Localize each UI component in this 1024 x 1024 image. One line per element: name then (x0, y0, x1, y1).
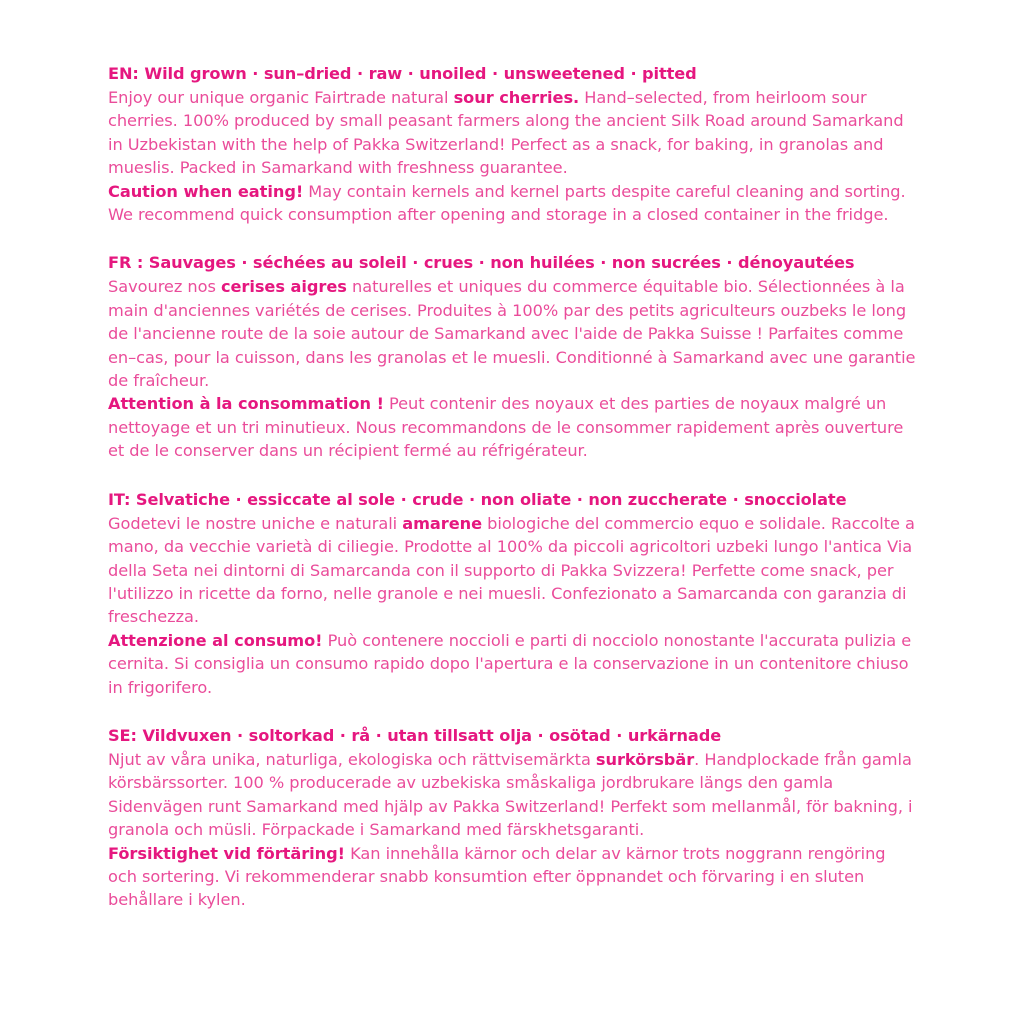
text-lead: Savourez nos (108, 277, 221, 297)
text-lead: Njut av våra unika, naturliga, ekologiska och rättvisemärkta (108, 749, 596, 769)
caution-text: Può contenere noccioli e parti di nocciolo nonostante l'accurata pulizia e cernita. Si consiglia un consumo rapido dopo l'apertura e la conservazione in un contenitore chiuso in frigorifero. (108, 630, 912, 697)
description-paragraph-it (108, 512, 916, 629)
keyword: non zuccherate (588, 489, 728, 509)
bullet-separator-icon: · (237, 725, 244, 745)
caution-label: Caution when eating! (108, 181, 304, 201)
keyword: crues (423, 253, 474, 273)
bullet-separator-icon: · (339, 725, 346, 745)
bullet-separator-icon: · (726, 253, 733, 273)
language-block-se (108, 724, 916, 912)
keyword: non sucrées (611, 253, 721, 273)
bullet-separator-icon: · (356, 64, 364, 83)
caution-paragraph-fr (108, 392, 916, 462)
language-block-en (108, 62, 916, 226)
keyword-list-fr (149, 253, 855, 272)
keyword: non huilées (490, 253, 595, 273)
keyword: snocciolate (744, 489, 847, 509)
text-lead: Enjoy our unique organic Fairtrade natural (108, 88, 454, 107)
keyword: Vildvuxen (142, 725, 232, 745)
bullet-separator-icon: · (616, 725, 623, 745)
keyword: essiccate al sole (247, 489, 396, 509)
product-name-highlight: cerises aigres (220, 277, 347, 297)
headline-fr (108, 251, 916, 274)
language-block-fr (108, 251, 916, 462)
keyword: unoiled (419, 64, 487, 83)
product-name-highlight: surkörsbär (595, 749, 695, 769)
headline-se (108, 724, 916, 747)
bullet-separator-icon: · (600, 253, 607, 273)
keyword: utan tillsatt olja (387, 725, 532, 745)
keyword: osötad (549, 725, 611, 745)
bullet-separator-icon: · (468, 489, 476, 509)
keyword-list-se (142, 726, 721, 745)
keyword: séchées au soleil (252, 253, 407, 273)
caution-text: Kan innehålla kärnor och delar av kärnor trots noggrann rengöring och sortering. Vi rekommenderar snabb konsumtion efter öppnandet och förvaring i en sluten behållare i kylen. (108, 843, 886, 910)
keyword: raw (368, 64, 403, 83)
caution-paragraph-en (108, 180, 916, 227)
description-paragraph-fr (108, 275, 916, 392)
product-name-highlight: sour cherries. (453, 88, 580, 107)
bullet-separator-icon: · (732, 489, 739, 509)
caution-label: Attention à la consommation ! (108, 394, 384, 414)
caution-label: Attenzione al consumo! (108, 630, 323, 650)
language-label-se: SE: (108, 725, 137, 745)
keyword: soltorkad (248, 725, 335, 745)
text-rest: . Handplockade från gamla körsbärssorter. 100 % producerade av uzbekiska småskaliga jordbrukare längs den gamla Sidenvägen runt Samarkand med hjälp av Pakka Switzerland! Perfekt som mellanmål, för bakning, i granola och müsli. Förpackade i Samarkand med färskhetsgaranti. (108, 749, 913, 840)
keyword: Sauvages (148, 253, 236, 273)
language-block-it (108, 488, 916, 699)
keyword: Selvatiche (135, 489, 230, 509)
keyword: sun–dried (263, 64, 352, 83)
bullet-separator-icon: · (412, 253, 419, 273)
bullet-separator-icon: · (491, 64, 499, 83)
caution-text: May contain kernels and kernel parts despite careful cleaning and sorting. We recommend quick consumption after opening and storage in a closed container in the fridge. (108, 181, 906, 225)
keyword-list-en (144, 64, 696, 83)
caution-paragraph-it (108, 629, 916, 699)
language-label-en: EN: (108, 64, 139, 83)
text-rest: naturelles et uniques du commerce équitable bio. Sélectionnées à la main d'anciennes variétés de cerises. Produites à 100% par des petits agriculteurs ouzbeks le long de l'ancienne route de la soie autour de Samarkand avec l'aide de Pakka Suisse ! Parfaites comme en–cas, pour la cuisson, dans les granolas et le muesli. Conditionné à Samarkand avec une garantie de fraîcheur. (108, 277, 916, 391)
language-label-it: IT: (108, 489, 131, 509)
text-rest: Hand–selected, from heirloom sour cherries. 100% produced by small peasant farmers along the ancient Silk Road around Samarkand in Uzbekistan with the help of Pakka Switzerland! Perfect as a snack, for baking, in granolas and mueslis. Packed in Samarkand with freshness guarantee. (108, 88, 904, 178)
keyword: pitted (642, 64, 697, 83)
bullet-separator-icon: · (630, 64, 637, 83)
language-label-fr: FR : (108, 253, 144, 273)
bullet-separator-icon: · (375, 725, 382, 745)
description-paragraph-se (108, 748, 916, 842)
bullet-separator-icon: · (478, 253, 485, 273)
bullet-separator-icon: · (537, 725, 544, 745)
bullet-separator-icon: · (400, 489, 407, 509)
headline-en (108, 62, 916, 85)
bullet-separator-icon: · (407, 64, 414, 83)
bullet-separator-icon: · (576, 489, 583, 509)
bullet-separator-icon: · (241, 253, 248, 273)
description-paragraph-en (108, 86, 916, 180)
keyword: Wild grown (144, 64, 247, 83)
caution-paragraph-se (108, 842, 916, 912)
bullet-separator-icon: · (252, 64, 259, 83)
product-name-highlight: amarene (402, 513, 483, 533)
bullet-separator-icon: · (235, 489, 242, 509)
keyword: rå (351, 725, 371, 745)
keyword-list-it (136, 490, 847, 509)
text-rest: biologiche del commercio equo e solidale. Raccolte a mano, da vecchie varietà di ciliegie. Prodotte al 100% da piccoli agricoltori uzbeki lungo l'antica Via della Seta nei dintorni di Samarcanda con il supporto di Pakka Svizzera! Perfette come snack, per l'utilizzo in ricette da forno, nelle granole e nei muesli. Confezionato a Samarcanda con garanzia di freschezza. (108, 513, 915, 627)
headline-it (108, 488, 916, 511)
keyword: dénoyautées (738, 253, 855, 273)
keyword: crude (412, 489, 464, 509)
keyword: non oliate (480, 489, 572, 509)
caution-label: Försiktighet vid förtäring! (108, 843, 346, 863)
text-lead: Godetevi le nostre uniche e naturali (108, 513, 403, 533)
keyword: urkärnade (627, 725, 722, 745)
caution-text: Peut contenir des noyaux et des parties de noyaux malgré un nettoyage et un tri minutieux. Nous recommandons de le consommer rapidement après ouverture et de le conserver dans un récipient fermé au réfrigérateur. (108, 394, 904, 461)
keyword: unsweetened (503, 64, 625, 83)
